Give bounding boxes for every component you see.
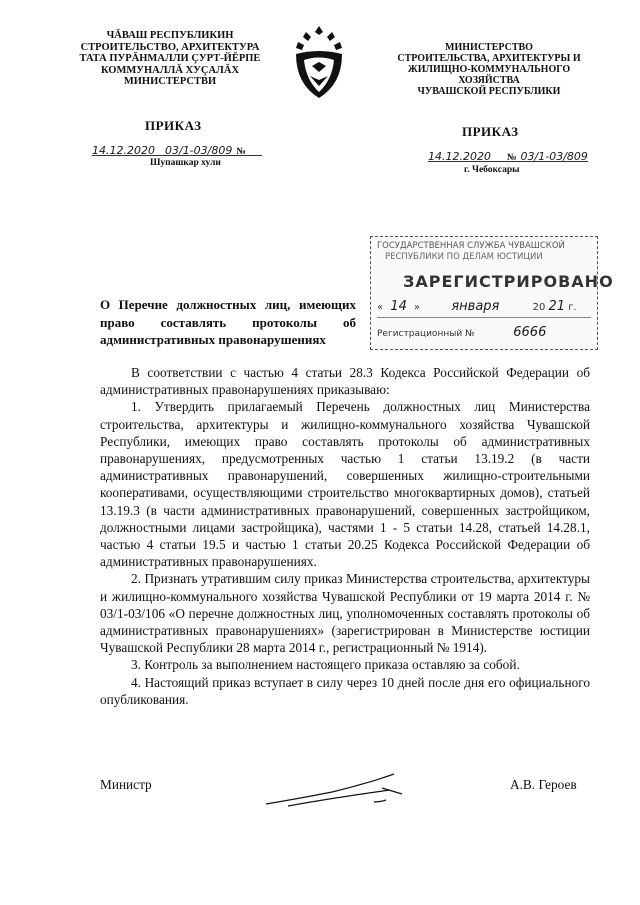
paragraph-3: 3. Контроль за выполнением настоящего приказа оставляю за собой. (131, 657, 520, 673)
stamp-year-end: г. (568, 302, 577, 313)
stamp-reg-row (377, 325, 591, 340)
left-city: Шупашкар хули (150, 158, 221, 168)
handwritten-signature (262, 768, 412, 812)
stamp-line2: РЕСПУБЛИКИ ПО ДЕЛАМ ЮСТИЦИИ (385, 252, 543, 262)
left-header (70, 30, 270, 88)
left-header-line: СТРОИТЕЛЬСТВО, АРХИТЕКТУРА (80, 41, 260, 53)
left-header-line: КОММУНАЛЛĂ ХУÇАЛĂХ (100, 64, 240, 76)
stamp-line1: ГОСУДАРСТВЕННАЯ СЛУЖБА ЧУВАШСКОЙ (377, 241, 565, 251)
stamp-divider (377, 317, 591, 318)
right-no-sign: № (506, 153, 517, 163)
signer-position: Министр (100, 777, 152, 792)
left-date: 14.12.2020 (92, 144, 155, 157)
paragraph-1: 1. Утвердить прилагаемый Перечень должностных лиц Министерства строительства, архитектуры и жилищно-коммунального хозяйства Чувашской Республики, имеющих право составлять протоколы об административных правонарушениях, предусмотренных частью 1 статьи 13.19.2 (в части административных правонарушений, совершенных жилищно-строительными кооперативами, осуществляющими строительство многоквартирных домов), статьей 13.19.3 (в части административных правонарушений, совершенных застройщиком, должностными лицами застройщика), частями 1 - 5 статьи 14.28, статьей 14.28.1, частью 4 статьи 19.5 и частью 1 статьи 20.25 Кодекса Российской Федерации об административных правонарушениях. (100, 399, 590, 570)
right-header (378, 42, 600, 97)
right-date: 14.12.2020 (428, 150, 491, 163)
right-city: г. Чебоксары (464, 165, 520, 175)
stamp-day: 14 (390, 299, 407, 314)
paragraph-4: 4. Настоящий приказ вступает в силу через 10 дней после дня его официального опубликования. (100, 674, 590, 707)
right-header-line: ЧУВАШСКОЙ РЕСПУБЛИКИ (417, 86, 561, 97)
stamp-quote-close: » (414, 302, 421, 313)
stamp-year-suffix: 21 (548, 299, 566, 314)
document-subject: О Перечне должностных лиц, имеющих право составлять протоколы об административных правонарушениях (100, 297, 356, 347)
document-body (100, 364, 590, 708)
stamp-date-row (377, 299, 591, 314)
paragraph-2: 2. Признать утратившим силу приказ Министерства строительства, архитектуры и жилищно-коммунального хозяйства Чувашской Республики от 19 марта 2014 г. № 03/1-03/106 «О перечне должностных лиц, уполномоченных составлять протоколы об административных правонарушениях» (зарегистрирован в Министерстве юстиции Чувашской Республики 28 марта 2014 г., регистрационный № 1914). (100, 571, 590, 656)
right-header-line: СТРОИТЕЛЬСТВА, АРХИТЕКТУРЫ И (397, 53, 581, 64)
coat-of-arms-emblem (286, 22, 352, 104)
stamp-year-prefix: 20 (532, 302, 546, 313)
left-header-line: ЧĂВАШ РЕСПУБЛИКИН (106, 30, 234, 41)
signer-name: А.В. Героев (510, 777, 577, 792)
left-date-line (92, 141, 262, 156)
left-no-sign: № (236, 147, 246, 157)
stamp-month: января (451, 299, 500, 314)
order-title-right: ПРИКАЗ (462, 124, 519, 139)
left-header-line: ТАТА ПУРĂНМАЛЛИ ÇУРТ-ЙĔРПЕ (79, 53, 261, 64)
stamp-reg-label: Регистрационный № (377, 329, 475, 339)
right-header-line: ЖИЛИЩНО-КОММУНАЛЬНОГО ХОЗЯЙСТВА (407, 64, 571, 86)
stamp-quote-open: « (377, 302, 384, 313)
left-header-line: МИНИСТЕРСТВИ (123, 76, 217, 87)
left-number: 03/1-03/809 (164, 144, 233, 157)
order-title-left: ПРИКАЗ (145, 118, 202, 133)
right-number: 03/1-03/809 (520, 150, 588, 163)
registration-stamp (370, 236, 614, 350)
right-date-line (428, 147, 588, 162)
stamp-title: ЗАРЕГИСТРИРОВАНО (403, 272, 614, 291)
right-header-line: МИНИСТЕРСТВО (445, 42, 533, 53)
paragraph-intro: В соответствии с частью 4 статьи 28.3 Кодекса Российской Федерации об административных правонарушениях приказываю: (100, 365, 590, 398)
stamp-reg-number: 6666 (513, 325, 547, 340)
